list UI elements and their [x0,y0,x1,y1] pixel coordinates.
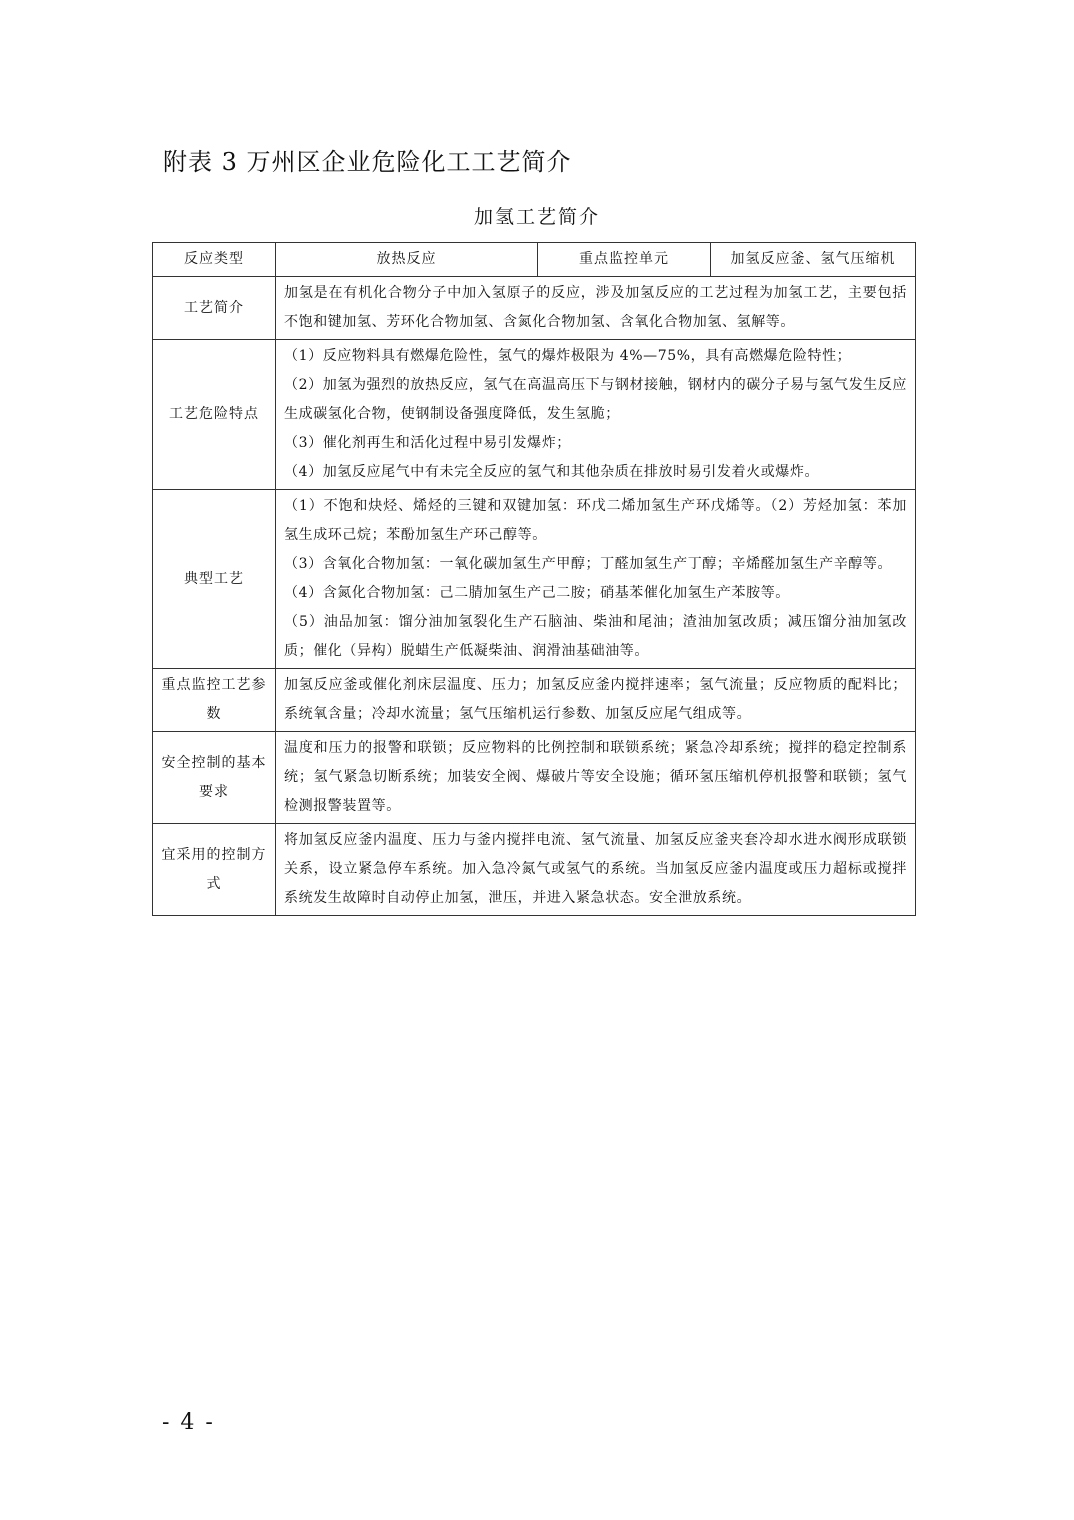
reaction-type-label: 反应类型 [153,243,276,277]
paragraph: 加氢是在有机化合物分子中加入氢原子的反应，涉及加氢反应的工艺过程为加氢工艺，主要包括不饱和键加氢、芳环化合物加氢、含氮化合物加氢、含氧化合物加氢、氢解等。 [284,285,907,330]
paragraph: （5）油品加氢：馏分油加氢裂化生产石脑油、柴油和尾油；渣油加氢改质；减压馏分油加氢改质；催化（异构）脱蜡生产低凝柴油、润滑油基础油等。 [284,614,907,659]
row-label-process-intro: 工艺简介 [153,277,276,340]
table-row [153,669,916,732]
row-content-safety-requirements [276,732,916,824]
row-label-safety-requirements: 安全控制的基本要求 [153,732,276,824]
row-label-control-method: 宜采用的控制方式 [153,824,276,916]
row-label-monitoring-params: 重点监控工艺参数 [153,669,276,732]
reaction-type-value: 放热反应 [276,243,538,277]
row-content-control-method [276,824,916,916]
table-row [153,732,916,824]
page-number: - 4 - [162,1410,215,1435]
paragraph: 温度和压力的报警和联锁；反应物料的比例控制和联锁系统；紧急冷却系统；搅拌的稳定控制系统；氢气紧急切断系统；加装安全阀、爆破片等安全设施；循环氢压缩机停机报警和联锁；氢气检测报警装置等。 [284,740,907,814]
table-row [153,490,916,669]
row-content-typical-process [276,490,916,669]
monitoring-unit-value: 加氢反应釜、氢气压缩机 [711,243,916,277]
table-title: 加氢工艺简介 [473,206,600,228]
row-content-monitoring-params [276,669,916,732]
row-label-typical-process: 典型工艺 [153,490,276,669]
table-row [153,277,916,340]
paragraph: （3）催化剂再生和活化过程中易引发爆炸； [284,435,571,451]
process-table [152,242,916,916]
paragraph: （4）含氮化合物加氢：己二腈加氢生产己二胺；硝基苯催化加氢生产苯胺等。 [284,585,790,601]
paragraph: （1）反应物料具有燃爆危险性，氢气的爆炸极限为 4%—75%，具有高燃爆危险特性； [284,348,852,364]
paragraph: 将加氢反应釜内温度、压力与釜内搅拌电流、氢气流量、加氢反应釜夹套冷却水进水阀形成联锁关系，设立紧急停车系统。加入急冷氮气或氢气的系统。当加氢反应釜内温度或压力超标或搅拌系统发生故障时自动停止加氢，泄压，并进入紧急状态。安全泄放系统。 [284,832,907,906]
table-row [153,824,916,916]
row-content-hazard-features [276,340,916,490]
row-content-process-intro [276,277,916,340]
document-title: 附表 3 万州区企业危险化工工艺简介 [163,148,572,176]
paragraph: （1）不饱和炔烃、烯烃的三键和双键加氢：环戊二烯加氢生产环戊烯等。（2）芳烃加氢：苯加氢生成环己烷；苯酚加氢生产环己醇等。 [284,498,907,543]
paragraph: （4）加氢反应尾气中有未完全反应的氢气和其他杂质在排放时易引发着火或爆炸。 [284,464,820,480]
table-row [153,340,916,490]
paragraph: （2）加氢为强烈的放热反应，氢气在高温高压下与钢材接触，钢材内的碳分子易与氢气发生反应生成碳氢化合物，使钢制设备强度降低，发生氢脆； [284,377,907,422]
row-label-hazard-features: 工艺危险特点 [153,340,276,490]
paragraph: 加氢反应釜或催化剂床层温度、压力；加氢反应釜内搅拌速率；氢气流量；反应物质的配料比；系统氧含量；冷却水流量；氢气压缩机运行参数、加氢反应尾气组成等。 [284,677,907,722]
monitoring-unit-label: 重点监控单元 [538,243,711,277]
header-row [153,243,916,277]
paragraph: （3）含氧化合物加氢：一氧化碳加氢生产甲醇；丁醛加氢生产丁醇；辛烯醛加氢生产辛醇等。 [284,556,893,572]
